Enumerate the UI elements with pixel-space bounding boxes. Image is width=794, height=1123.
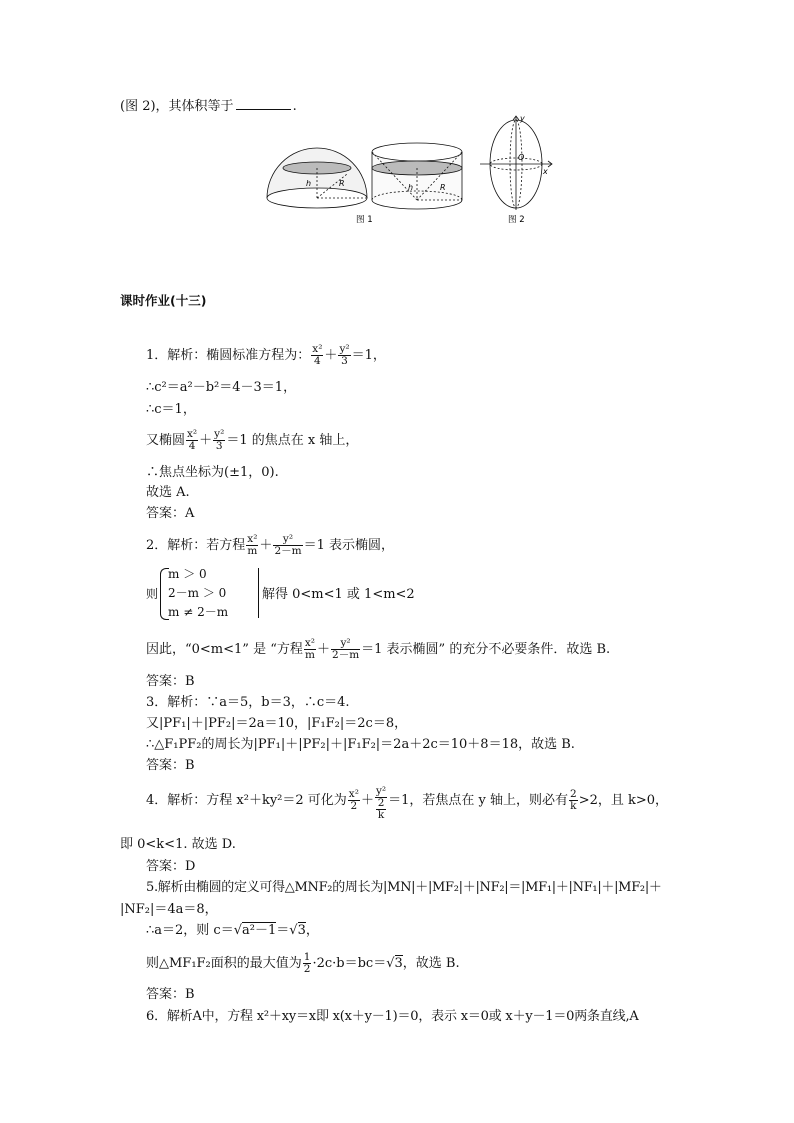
p2-answer: 答案：B bbox=[146, 674, 195, 689]
figure2-caption: 图 2 bbox=[508, 215, 525, 225]
p1-text-d-end: ＝1 的焦点在 x 轴上， bbox=[226, 433, 359, 448]
p4-text-a-mid: ＝1，若焦点在 y 轴上，则必有 bbox=[388, 793, 568, 808]
hemisphere-figure bbox=[267, 148, 367, 208]
p3-line-a: 3．解析：∵a＝5，b＝3，∴c＝4. bbox=[146, 695, 350, 710]
p5-text-c: ∴a＝2，则 c＝ bbox=[146, 923, 234, 938]
p1-line-a: 1．解析：椭圆标准方程为： $\frac{\text{x²}}{4}$ ＋ $\frac{\text{y²}}{3}$ ＝1， bbox=[146, 343, 386, 367]
hemisphere-R-label: R bbox=[339, 179, 345, 188]
p2-right-bar bbox=[258, 568, 259, 618]
section-title: 课时作业(十三) bbox=[120, 293, 207, 308]
p2-line-c: 因此，“0<m<1” 是 “方程 $\frac{\text{x²}}{m}$ ＋ $\frac{\text{y²}}{2-m}$ ＝1 表示椭圆” 的充分不必要条件．故选 B. bbox=[146, 637, 611, 661]
p5-sqrt3-b: 3 bbox=[394, 956, 403, 971]
p2-fraction-y: $\frac{\text{y²}}{2-m}$ bbox=[274, 533, 302, 557]
p5-line-b: |NF₂|＝4a＝8， bbox=[120, 902, 218, 917]
p5-line-a: 5.解析由椭圆的定义可得△MNF₂的周长为|MN|＋|MF₂|＋|NF₂|＝|MF₁|＋|NF₁|＋|MF₂|＋ bbox=[146, 880, 662, 895]
p2-text-a-end: ＝1 表示椭圆， bbox=[303, 538, 394, 553]
p4-line-a: 4．解析：方程 x²＋ky²＝2 可化为 $\frac{\text{x²}}{2}$ ＋ y² 2 k ＝1，若焦点在 y 轴上，则必有 $\frac{2}{k}$ >2，且 k>0， bbox=[146, 785, 669, 821]
p1-text-d: 又椭圆 bbox=[146, 433, 186, 448]
p3-line-b: 又|PF₁|＋|PF₂|＝2a＝10，|F₁F₂|＝2c＝8， bbox=[146, 716, 408, 731]
hemisphere-h-label: h bbox=[306, 179, 312, 188]
p2-text-c: 因此，“0<m<1” 是 “方程 bbox=[146, 642, 303, 657]
top-line-text: (图 2)，其体积等于 bbox=[120, 99, 234, 114]
p2-line-b: 解得 0<m<1 或 1<m<2 bbox=[262, 587, 415, 602]
p2-text-a: 2．解析：若方程 bbox=[146, 538, 246, 553]
p1-line-f: 故选 A. bbox=[146, 485, 190, 500]
p5-sqrt3: 3 bbox=[297, 923, 306, 938]
p2-ze-label: 则 bbox=[146, 587, 159, 601]
p3-answer: 答案：B bbox=[146, 758, 195, 773]
p5-line-c: ∴a＝2，则 c＝√a²－1＝√3， bbox=[146, 923, 319, 938]
p2-line-a: 2．解析：若方程 $\frac{\text{x²}}{m}$ ＋ $\frac{\text{y²}}{2-m}$ ＝1 表示椭圆， bbox=[146, 533, 394, 557]
p2-fraction-x: $\frac{\text{x²}}{m}$ bbox=[247, 533, 258, 557]
ellipse-O-label: O bbox=[518, 153, 525, 162]
p5-line-d: 则△MF₁F₂面积的最大值为 $\frac{1}{2}$ ·2c·b＝bc＝√3，故选 B. bbox=[146, 951, 460, 975]
p4-line-b: 即 0<k<1. 故选 D. bbox=[120, 837, 236, 852]
p4-text-a-end: >2，且 k>0， bbox=[578, 793, 669, 808]
p5-fraction-half: $\frac{1}{2}$ bbox=[303, 951, 311, 975]
p1-line-c: ∴c＝1， bbox=[146, 402, 196, 417]
p6-line-a: 6．解析A中，方程 x²＋xy＝x即 x(x＋y－1)＝0，表示 x＝0或 x＋y－1＝0两条直线,A bbox=[146, 1009, 639, 1024]
p1-fraction-y2: $\frac{\text{y²}}{3}$ bbox=[214, 428, 225, 452]
p5-text-d: 则△MF₁F₂面积的最大值为 bbox=[146, 956, 302, 971]
p4-fraction-2k: $\frac{2}{k}$ bbox=[570, 788, 577, 812]
p1-answer: 答案：A bbox=[146, 506, 195, 521]
p4-answer: 答案：D bbox=[146, 859, 196, 874]
answer-blank bbox=[236, 97, 291, 110]
p3-line-c: ∴△F₁PF₂的周长为|PF₁|＋|PF₂|＋|F₁F₂|＝2a＋2c＝10＋8＝18，故选 B. bbox=[146, 737, 575, 752]
p5-answer: 答案：B bbox=[146, 987, 195, 1002]
cylinder-figure bbox=[372, 143, 462, 209]
p2-condition-2: 2－m ＞ 0 bbox=[168, 586, 227, 600]
p1-fraction-x2: $\frac{\text{x²}}{4}$ bbox=[187, 428, 198, 452]
p2-fraction-y2: $\frac{\text{y²}}{2-m}$ bbox=[332, 637, 360, 661]
p4-fraction-y: y² 2 k bbox=[375, 785, 387, 821]
cylinder-R-label: R bbox=[440, 183, 446, 192]
p2-condition-1: m ＞ 0 bbox=[168, 567, 207, 581]
p4-fraction-x: $\frac{\text{x²}}{2}$ bbox=[348, 788, 359, 812]
p2-condition-system bbox=[146, 566, 266, 622]
p1-line-d: 又椭圆 $\frac{\text{x²}}{4}$ ＋ $\frac{\text{y²}}{3}$ ＝1 的焦点在 x 轴上， bbox=[146, 428, 359, 452]
geometry-figures bbox=[262, 112, 562, 230]
p1-text-a-end: ＝1， bbox=[351, 348, 386, 363]
p2-text-c-end: ＝1 表示椭圆” 的充分不必要条件．故选 B. bbox=[361, 642, 611, 657]
ellipse-figure bbox=[480, 116, 552, 210]
cylinder-h-label: h bbox=[408, 183, 414, 192]
p2-fraction-x2: $\frac{\text{x²}}{m}$ bbox=[304, 637, 315, 661]
p2-condition-3: m ≠ 2－m bbox=[168, 605, 229, 619]
top-line-period: . bbox=[292, 99, 297, 114]
p1-line-e: ∴焦点坐标为(±1，0). bbox=[146, 465, 279, 480]
figure1-caption: 图 1 bbox=[356, 215, 373, 225]
p1-line-b: ∴c²＝a²－b²＝4－3＝1， bbox=[146, 380, 297, 395]
p1-fraction-x: $\frac{\text{x²}}{4}$ bbox=[312, 343, 323, 367]
ellipse-x-label: x bbox=[543, 167, 548, 176]
ellipse-y-label: y bbox=[520, 114, 525, 123]
p5-sqrt-radicand: a²－1 bbox=[242, 923, 277, 938]
p1-text-a: 1．解析：椭圆标准方程为： bbox=[146, 348, 311, 363]
p4-text-a: 4．解析：方程 x²＋ky²＝2 可化为 bbox=[146, 793, 347, 808]
p1-fraction-y: $\frac{\text{y²}}{3}$ bbox=[339, 343, 350, 367]
